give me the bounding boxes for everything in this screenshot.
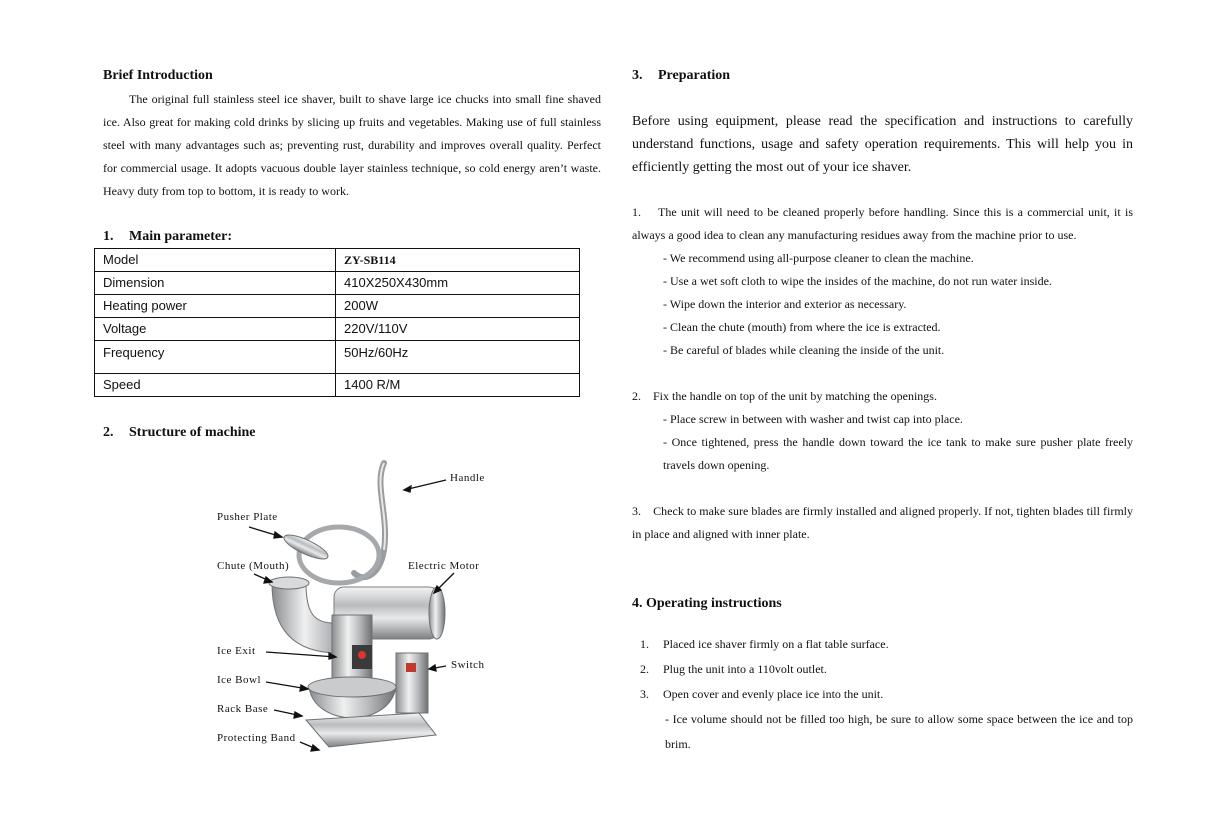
step-1-bullet: - Be careful of blades while cleaning the inside of the unit.	[663, 343, 945, 357]
label-pusher-plate: Pusher Plate	[217, 511, 278, 523]
label-protecting-band: Protecting Band	[217, 732, 296, 744]
machine-structure-figure	[214, 455, 504, 755]
step-1-bullet: - Use a wet soft cloth to wipe the insides of the machine, do not run water inside.	[663, 274, 1052, 288]
table-row	[95, 374, 580, 397]
preparation-section	[632, 66, 1133, 546]
param-value: 220V/110V	[336, 318, 580, 341]
pusher-plate-part	[281, 531, 330, 564]
list-number: 3.	[640, 687, 649, 701]
step-1-bullet: - Wipe down the interior and exterior as necessary.	[663, 297, 907, 311]
brief-introduction-title: Brief Introduction	[103, 68, 213, 83]
label-chute: Chute (Mouth)	[217, 560, 290, 572]
switch-part	[396, 653, 428, 713]
section-title: Preparation	[658, 68, 731, 83]
param-value: 200W	[336, 295, 580, 318]
list-number: 1.	[640, 637, 649, 651]
label-rack-base: Rack Base	[217, 703, 269, 715]
operating-section	[632, 594, 1133, 757]
list-item	[632, 682, 1133, 707]
section-title: Structure of machine	[129, 425, 256, 440]
step-2: 2. Fix the handle on top of the unit by matching the openings.	[632, 389, 937, 403]
section-number: 3.	[632, 68, 643, 83]
rack-base-part	[306, 713, 436, 747]
step-1: 1. The unit will need to be cleaned properly before handling. Since this is a commercial unit, it is always a good idea to clean any manufacturing residues away from the machine prior to use.	[632, 205, 1133, 242]
param-label: Voltage	[95, 318, 336, 341]
step-1-bullet: - We recommend using all-purpose cleaner to clean the machine.	[663, 251, 974, 265]
section-number: 1.	[103, 229, 114, 244]
label-ice-exit: Ice Exit	[217, 645, 256, 657]
table-row	[95, 249, 580, 272]
list-number: 2.	[640, 662, 649, 676]
label-switch: Switch	[451, 659, 485, 671]
table-row	[95, 295, 580, 318]
list-item	[632, 657, 1133, 682]
list-text: Open cover and evenly place ice into the unit.	[663, 687, 884, 701]
param-value: 50Hz/60Hz	[336, 341, 580, 374]
label-ice-bowl: Ice Bowl	[217, 674, 262, 686]
preparation-intro: Before using equipment, please read the specification and instructions to carefully understand functions, usage and safety operation requirements. This will help you in efficiently getting the most out of your ice shaver.	[632, 114, 1133, 175]
param-label: Heating power	[95, 295, 336, 318]
section-title: Main parameter:	[129, 229, 233, 244]
list-item	[632, 632, 1133, 657]
param-label: Dimension	[95, 272, 336, 295]
table-row	[95, 318, 580, 341]
parameter-table	[94, 248, 580, 397]
step-3: 3. Check to make sure blades are firmly installed and aligned properly. If not, tighten blades till firmly in place and aligned with inner plate.	[632, 504, 1133, 541]
operating-note: - Ice volume should not be filled too high, be sure to allow some space between the ice and top brim.	[665, 712, 1133, 751]
section-number: 2.	[103, 425, 114, 440]
table-row	[95, 341, 580, 374]
param-value: 1400 R/M	[336, 374, 580, 397]
list-text: Plug the unit into a 110volt outlet.	[663, 662, 827, 676]
brief-introduction-text: The original full stainless steel ice shaver, built to shave large ice chucks into small fine shaved ice. Also great for making cold drinks by slicing up fruits and vegetables. Making use of full stainless steel with many advantages such as; preventing rust, durability and improves overall quality. Perfect for commercial usage. It adopts vacuous double layer stainless technique, so cold energy aren’t waste. Heavy duty from top to bottom, it is ready to work.	[103, 92, 601, 198]
list-text: Placed ice shaver firmly on a flat table surface.	[663, 637, 889, 651]
param-value: 410X250X430mm	[336, 272, 580, 295]
step-2-bullet: - Place screw in between with washer and twist cap into place.	[663, 412, 963, 426]
param-label: Model	[95, 249, 336, 272]
structure-heading	[103, 423, 256, 443]
operating-heading: 4. Operating instructions	[632, 596, 782, 611]
table-row	[95, 272, 580, 295]
step-2-bullet: - Once tightened, press the handle down toward the ice tank to make sure pusher plate freely travels down opening.	[663, 435, 1133, 472]
param-value: ZY-SB114	[336, 249, 580, 272]
main-parameter-heading	[103, 227, 232, 247]
brief-introduction-section	[103, 66, 601, 203]
param-label: Frequency	[95, 341, 336, 374]
preparation-heading	[632, 66, 1133, 86]
label-handle: Handle	[450, 472, 485, 484]
step-1-bullet: - Clean the chute (mouth) from where the ice is extracted.	[663, 320, 941, 334]
label-electric-motor: Electric Motor	[408, 560, 480, 572]
param-label: Speed	[95, 374, 336, 397]
